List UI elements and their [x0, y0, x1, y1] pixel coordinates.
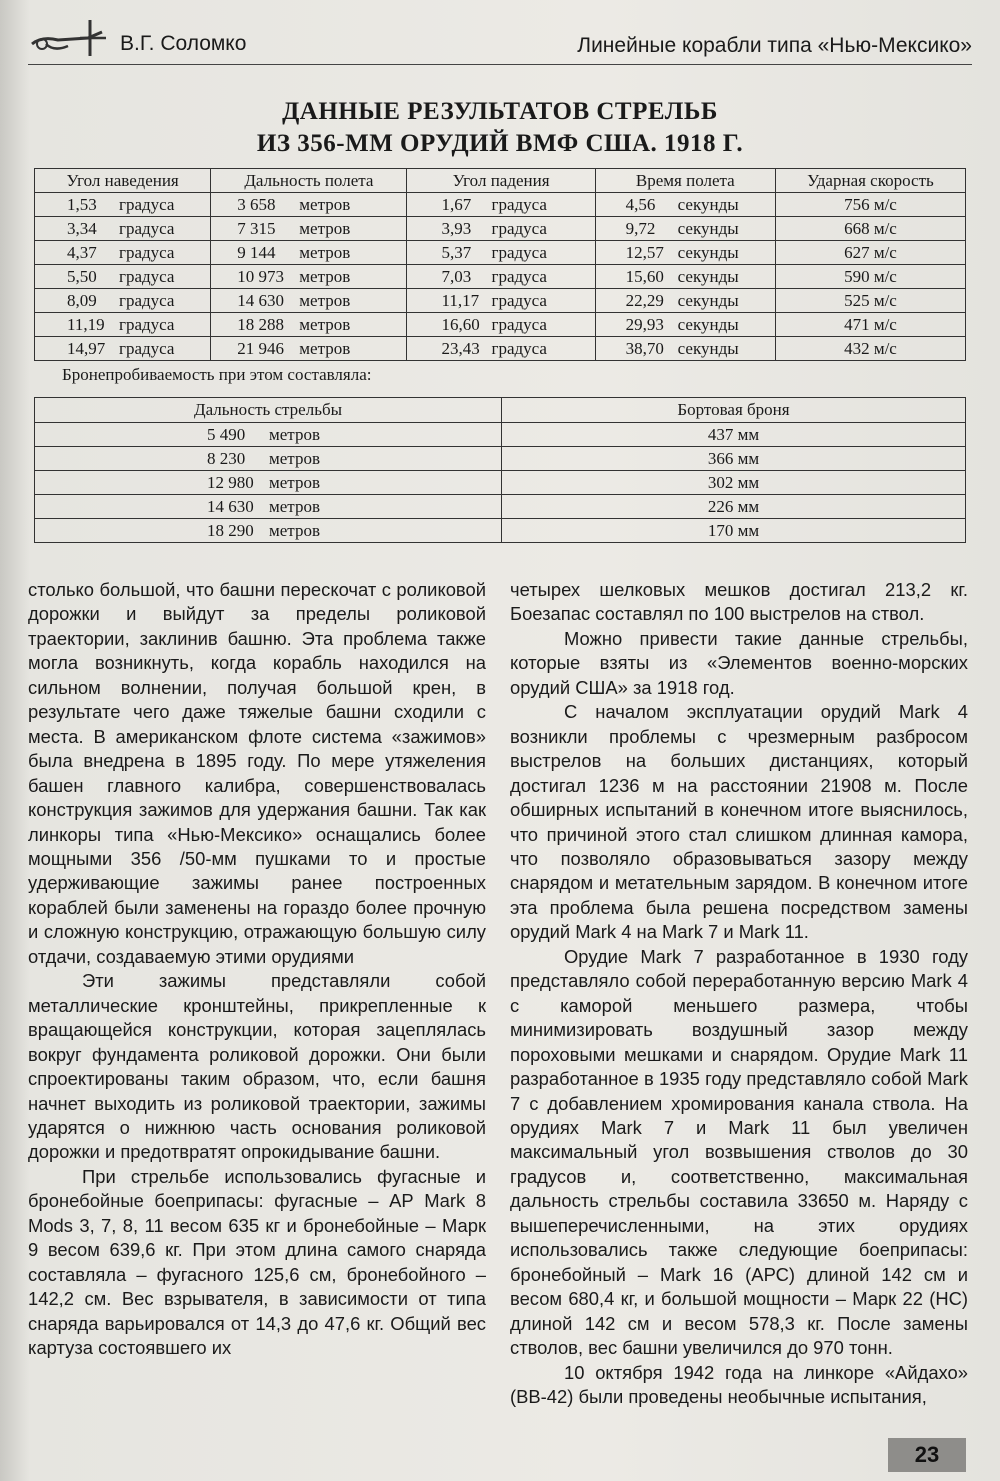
table-header-row: [35, 169, 966, 193]
aim-unit: градуса: [119, 290, 175, 310]
header-divider: [28, 64, 972, 65]
time-unit: секунды: [677, 314, 739, 334]
header-range: Дальность полета: [211, 169, 407, 193]
time-value: 15,60: [625, 266, 664, 286]
paragraph: столько большой, что башни перескочат с роликовой дорожки и выйдут за пределы роликовой траектории, заклинив башню. Эта проблема также могла возникнуть, когда корабль находился на сильном волнении, получая большой крен, в результате чего даже тяжелые башни сходили с места. В американском флоте система «зажимов» была внедрена в 1895 году. По мере утяжеления башен главного калибра, совершенствовалась конструкция зажимов для удержания башни. Так как линкоры типа «Нью-Мексико» оснащались более мощными 356 /50-мм пушками то и простые удерживающие зажимы ранее построенных кораблей были заменены на гораздо более прочную и сложную конструкцию, отражающую большую силу отдачи, создаваемую этими орудиями: [28, 579, 486, 967]
speed-value: 471 м/с: [775, 313, 965, 337]
table-row: [35, 193, 966, 217]
header-firing-range: Дальность стрельбы: [35, 398, 502, 423]
fall-unit: градуса: [491, 266, 547, 286]
fall-value: 3,93: [441, 218, 472, 238]
table-row: [35, 217, 966, 241]
text-column-left: [28, 578, 486, 1361]
time-unit: секунды: [677, 242, 739, 262]
range-unit: метров: [299, 218, 351, 238]
armor-value: 366 мм: [502, 447, 966, 471]
text-column-right: [510, 578, 968, 1409]
table-row: [35, 337, 966, 361]
time-unit: секунды: [677, 218, 739, 238]
range-value: 18 288: [237, 314, 285, 334]
fall-unit: градуса: [491, 194, 547, 214]
range-unit: метров: [299, 338, 351, 358]
armor-value: 302 мм: [502, 471, 966, 495]
time-unit: секунды: [677, 338, 739, 358]
aim-value: 3,34: [67, 218, 97, 238]
armor-value: 170 мм: [502, 519, 966, 543]
section-title-line-1: ДАННЫЕ РЕЗУЛЬТАТОВ СТРЕЛЬБ: [282, 98, 718, 125]
aim-unit: градуса: [119, 218, 175, 238]
range-unit: метров: [269, 496, 320, 516]
range-value: 10 973: [237, 266, 285, 286]
range-unit: метров: [269, 424, 320, 444]
speed-value: 627 м/с: [775, 241, 965, 265]
page-number: 23: [888, 1438, 966, 1472]
aim-unit: градуса: [119, 266, 175, 286]
table-row: [35, 241, 966, 265]
armor-value: 437 мм: [502, 423, 966, 447]
range-value: 8 230: [207, 448, 246, 468]
time-unit: секунды: [677, 266, 739, 286]
aim-value: 14,97: [67, 338, 106, 358]
aim-value: 11,19: [67, 314, 105, 334]
table-row: [35, 447, 966, 471]
section-title-line-2: ИЗ 356-ММ ОРУДИЙ ВМФ США. 1918 Г.: [256, 130, 744, 157]
fall-unit: градуса: [491, 218, 547, 238]
table-row: [35, 313, 966, 337]
fall-value: 11,17: [441, 290, 480, 310]
range-unit: метров: [299, 314, 351, 334]
firing-results-table: [34, 168, 966, 361]
time-value: 29,93: [625, 314, 664, 334]
fall-unit: градуса: [491, 314, 547, 334]
fall-value: 7,03: [441, 266, 472, 286]
fall-value: 5,37: [441, 242, 472, 262]
fall-value: 1,67: [441, 194, 472, 214]
range-value: 21 946: [237, 338, 285, 358]
table-row: [35, 519, 966, 543]
speed-value: 756 м/с: [775, 193, 965, 217]
speed-value: 668 м/с: [775, 217, 965, 241]
author-name: В.Г. Соломко: [120, 32, 247, 55]
fall-unit: градуса: [491, 242, 547, 262]
table-row: [35, 265, 966, 289]
header-flight-time: Время полета: [595, 169, 775, 193]
paragraph: При стрельбе использовались фугасные и бронебойные боеприпасы: фугасные – АР Mark 8 Mods 3, 7, 8, 11 весом 635 кг и бронебойные – Марк 9 весом 639,6 кг. При этом длина самого снаряда составляла – фугасного 125,6 см, бронебойного – 142,2 см. Вес взрывателя, в зависимости от типа снаряда варьировался от 14,3 до 47,6 кг. Общий вес картуза состоявшего их: [28, 1165, 486, 1359]
armor-penetration-table: [34, 397, 966, 543]
range-unit: метров: [299, 266, 351, 286]
running-title: Линейные корабли типа «Нью-Мексико»: [577, 34, 972, 57]
time-value: 22,29: [625, 290, 664, 310]
aim-value: 1,53: [67, 194, 97, 214]
header-side-armor: Бортовая броня: [502, 398, 966, 423]
range-unit: метров: [269, 472, 320, 492]
range-unit: метров: [269, 520, 320, 540]
time-unit: секунды: [677, 194, 739, 214]
armor-value: 226 мм: [502, 495, 966, 519]
armor-table-caption: Бронепробиваемость при этом составляла:: [62, 365, 372, 384]
range-value: 3 658: [237, 194, 276, 214]
aim-unit: градуса: [119, 242, 175, 262]
range-unit: метров: [269, 448, 320, 468]
fall-value: 23,43: [441, 338, 480, 358]
speed-value: 432 м/с: [775, 337, 965, 361]
aim-unit: градуса: [119, 194, 175, 214]
table-row: [35, 289, 966, 313]
paragraph: Эти зажимы представляли собой металлические кронштейны, прикрепленные к вращающейся конструкции, которая зацеплялась вокруг фундамента роликовой дорожки. Они были спроектированы таким образом, что, если башня начнет выходить из роликовой траектории, зажимы ударятся о нижнюю часть основания роликовой дорожки и предотвратят опрокидывание башни.: [28, 970, 486, 1163]
range-unit: метров: [299, 290, 351, 310]
range-value: 14 630: [207, 496, 254, 516]
fall-unit: градуса: [491, 290, 547, 310]
aim-value: 5,50: [67, 266, 97, 286]
range-value: 12 980: [207, 472, 254, 492]
header-fall-angle: Угол падения: [407, 169, 595, 193]
aim-value: 8,09: [67, 290, 97, 310]
range-value: 14 630: [237, 290, 285, 310]
time-value: 12,57: [625, 242, 664, 262]
range-value: 9 144: [237, 242, 276, 262]
paragraph: Можно привести такие данные стрельбы, которые взяты из «Элементов военно-морских орудий США» за 1918 год.: [510, 627, 968, 698]
fall-unit: градуса: [491, 338, 547, 358]
table-header-row: [35, 398, 966, 423]
table-row: [35, 423, 966, 447]
paragraph: С началом эксплуатации орудий Mark 4 возникли проблемы с чрезмерным разбросом выстрелов на больших дистанциях, который достигал 1236 м на расстоянии 21908 м. После обширных испытаний в конечном итоге выяснилось, что причиной этого стал слишком длинная камора, что позволяло образовываться зазору между снарядом и метательным зарядом. В конечном итоге эта проблема была решена посредством замены орудий Mark 4 на Mark 7 и Mark 11.: [510, 701, 968, 943]
range-value: 7 315: [237, 218, 276, 238]
range-unit: метров: [299, 194, 351, 214]
paragraph: 10 октября 1942 года на линкоре «Айдахо» (BB-42) были проведены необычные испытания,: [510, 1361, 968, 1407]
header-aim-angle: Угол наведения: [35, 169, 211, 193]
range-value: 5 490: [207, 424, 246, 444]
time-value: 38,70: [625, 338, 664, 358]
table-row: [35, 471, 966, 495]
speed-value: 525 м/с: [775, 289, 965, 313]
time-value: 4,56: [625, 194, 656, 214]
aim-unit: градуса: [119, 314, 175, 334]
aim-value: 4,37: [67, 242, 97, 262]
time-value: 9,72: [625, 218, 656, 238]
table-row: [35, 495, 966, 519]
aim-unit: градуса: [119, 338, 175, 358]
fall-value: 16,60: [441, 314, 480, 334]
range-unit: метров: [299, 242, 351, 262]
header-impact-speed: Ударная скорость: [775, 169, 965, 193]
paragraph: четырех шелковых мешков достигал 213,2 кг. Боезапас составлял по 100 выстрелов на ствол.: [510, 579, 968, 625]
time-unit: секунды: [677, 290, 739, 310]
ship-logo-icon: [28, 14, 108, 60]
range-value: 18 290: [207, 520, 254, 540]
paragraph: Орудие Mark 7 разработанное в 1930 году представляло собой переработанную версию Mark 4 с каморой меньшего размера, чтобы минимизировать воздушный зазор между пороховыми мешками и снарядом. Орудие Mark 11 разработанное в 1935 году представляло собой Mark 7 с добавлением хромирования канала ствола. На орудиях Mark 7 и Mark 11 был увеличен максимальный угол возвышения стволов до 30 градусов и, соответственно, максимальная дальность стрельбы составила 33650 м. Наряду с вышеперечисленными, на этих орудиях использовались также следующие боеприпасы: бронебойный – Mark 16 (АРС) длиной 142 см и весом 680,4 кг, и большой мощности – Марк 22 (НС) длиной 142 см и весом 578,3 кг. После замены стволов, вес башни увеличился до 970 тонн.: [510, 945, 968, 1359]
speed-value: 590 м/с: [775, 265, 965, 289]
